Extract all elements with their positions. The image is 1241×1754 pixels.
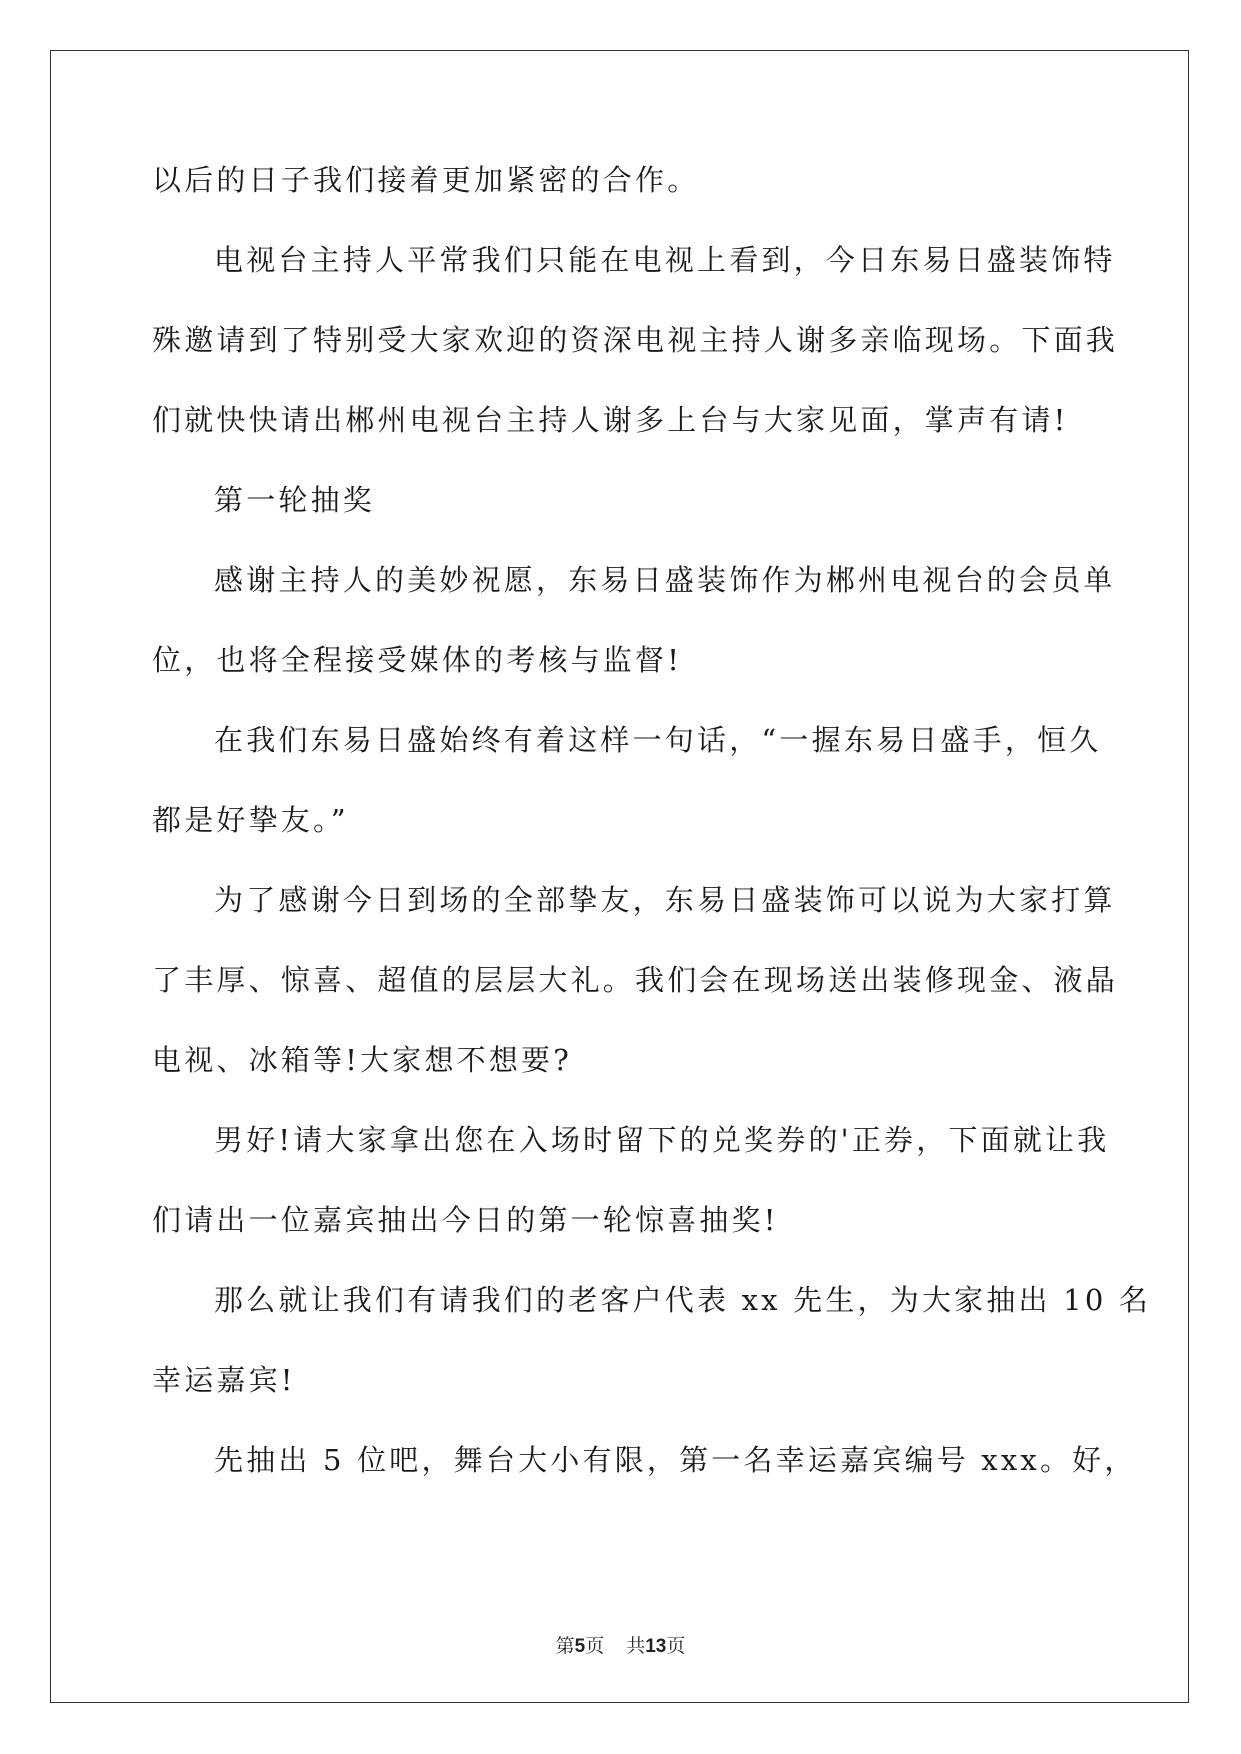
text-line: 以后的日子我们接着更加紧密的合作。: [152, 163, 700, 197]
text-line: 电视、冰箱等!大家想不想要?: [152, 1043, 573, 1077]
text-line: 位，也将全程接受媒体的考核与监督!: [152, 643, 683, 677]
text-line: 电视台主持人平常我们只能在电视上看到，今日东易日盛装饰特: [214, 243, 1116, 277]
total-pages: 13: [645, 1636, 667, 1657]
text-line: 们就快快请出郴州电视台主持人谢多上台与大家见面，掌声有请!: [152, 403, 1069, 437]
text-line: 都是好挚友。”: [152, 803, 349, 837]
text-line: 幸运嘉宾!: [152, 1363, 296, 1397]
total-label-prefix: 共: [626, 1635, 646, 1657]
page-number: 5: [574, 1636, 586, 1657]
text-line: 们请出一位嘉宾抽出今日的第一轮惊喜抽奖!: [152, 1203, 779, 1237]
text-line: 为了感谢今日到场的全部挚友，东易日盛装饰可以说为大家打算: [214, 883, 1116, 917]
total-label-suffix: 页: [666, 1635, 686, 1657]
text-line: 感谢主持人的美妙祝愿，东易日盛装饰作为郴州电视台的会员单: [214, 563, 1116, 597]
document-body: [152, 160, 1152, 1520]
text-line: 在我们东易日盛始终有着这样一句话，“一握东易日盛手，恒久: [214, 723, 1102, 757]
text-line: 了丰厚、惊喜、超值的层层大礼。我们会在现场送出装修现金、液晶: [152, 963, 1119, 997]
page-label-prefix: 第: [555, 1635, 575, 1657]
text-line: 殊邀请到了特别受大家欢迎的资深电视主持人谢多亲临现场。下面我: [152, 323, 1119, 357]
text-line: 那么就让我们有请我们的老客户代表 xx 先生，为大家抽出 10 名: [214, 1283, 1152, 1317]
section-heading: 第一轮抽奖: [214, 483, 376, 517]
text-line: 男好!请大家拿出您在入场时留下的兑奖券的'正券，下面就让我: [214, 1123, 1110, 1157]
text-line: 先抽出 5 位吧，舞台大小有限，第一名幸运嘉宾编号 xxx。好，: [214, 1443, 1137, 1477]
page-label-suffix: 页: [585, 1635, 605, 1657]
page-footer: [0, 1631, 1241, 1658]
